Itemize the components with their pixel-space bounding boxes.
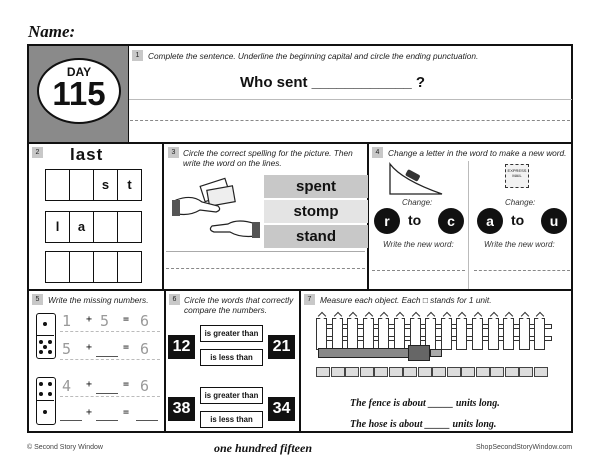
answer-blank[interactable] [96, 356, 118, 357]
letter-box[interactable] [117, 251, 142, 283]
word-last: last [70, 145, 104, 164]
writing-line[interactable] [166, 268, 365, 269]
unit-square [389, 367, 403, 377]
fence-picket [347, 318, 358, 350]
unit-square [374, 367, 388, 377]
unit-square [345, 367, 359, 377]
page-number-text: one hundred fifteen [214, 441, 313, 455]
letter-from: a [477, 208, 503, 234]
day-label: DAY [66, 65, 92, 79]
fence-picket [441, 318, 452, 350]
copyright-text: © Second Story Window [27, 444, 103, 451]
answer-blank[interactable] [96, 393, 118, 394]
fence-picket [519, 318, 530, 350]
letter-box[interactable] [69, 251, 94, 283]
writing-line[interactable] [474, 270, 570, 271]
section1-instruction: Complete the sentence. Underline the beginning capital and circle the ending punctuation. [148, 51, 479, 61]
equals-sign: = [123, 379, 130, 390]
unit-square [432, 367, 446, 377]
writing-line[interactable] [372, 270, 465, 271]
equals-sign: = [123, 314, 130, 325]
plus-sign: + [86, 407, 93, 418]
divider [164, 290, 166, 433]
unit-square [461, 367, 475, 377]
compare-option[interactable]: is greater than [200, 325, 263, 342]
website-link[interactable]: ShopSecondStoryWindow.com [476, 444, 573, 451]
writing-line[interactable] [130, 120, 570, 121]
spelling-option[interactable]: stomp [264, 200, 368, 223]
letter-box: a [69, 211, 94, 243]
day-number: 115 [52, 75, 106, 112]
number: 6 [140, 312, 150, 330]
section7-instruction: Measure each object. Each □ stands for 1 unit. [320, 295, 492, 305]
to-word: to [511, 212, 525, 228]
letter-box[interactable] [69, 169, 94, 201]
write-label: Write the new word: [484, 240, 555, 249]
equation-row: 1 [62, 312, 72, 330]
plus-sign: + [86, 379, 93, 390]
money-exchange-icon [172, 176, 260, 244]
divider [28, 142, 572, 144]
fence-picket [456, 318, 467, 350]
unit-square [476, 367, 490, 377]
letter-box[interactable] [93, 211, 118, 243]
fence-picket [488, 318, 499, 350]
sentence-prompt: Who sent ____________ ? [240, 74, 426, 91]
name-label: Name: [28, 22, 76, 41]
section6-instruction: Circle the words that correctly compare the numbers. [184, 295, 294, 315]
number-left: 12 [168, 335, 195, 359]
unit-square [534, 367, 548, 377]
answer-blank[interactable] [96, 420, 118, 421]
section-number: 2 [32, 147, 43, 158]
fence-picture [316, 316, 552, 348]
divider [128, 99, 572, 100]
write-label: Write the new word: [383, 240, 454, 249]
section-number: 6 [169, 294, 180, 305]
plus-sign: + [86, 342, 93, 353]
fence-picket [378, 318, 389, 350]
number: 5 [62, 340, 72, 358]
compare-option[interactable]: is less than [200, 349, 263, 366]
answer-blank[interactable] [60, 420, 82, 421]
unit-square [403, 367, 417, 377]
section5-instruction: Write the missing numbers. [48, 295, 149, 305]
letter-box[interactable] [117, 211, 142, 243]
section3-instruction: Circle the correct spelling for the picture. Then write the word on the lines. [183, 148, 353, 168]
number: 4 [62, 377, 72, 395]
letter-box[interactable] [93, 251, 118, 283]
unit-square [331, 367, 345, 377]
letter-from: r [374, 208, 400, 234]
unit-square [490, 367, 504, 377]
plus-sign: + [86, 314, 93, 325]
writing-line[interactable] [166, 251, 365, 252]
unit-square [316, 367, 330, 377]
fence-answer[interactable]: The fence is about _____ units long. [350, 398, 500, 409]
spelling-option[interactable]: spent [264, 175, 368, 198]
domino-icon [36, 313, 56, 359]
compare-option[interactable]: is greater than [200, 387, 263, 404]
unit-square [505, 367, 519, 377]
hose-nozzle-icon [408, 345, 430, 361]
to-word: to [408, 212, 422, 228]
unit-square [418, 367, 432, 377]
letter-box: l [45, 211, 70, 243]
fence-picket [534, 318, 545, 350]
fence-picket [316, 318, 327, 350]
unit-square [447, 367, 461, 377]
car-on-hill-icon [388, 160, 444, 196]
hose-picture [318, 348, 418, 358]
section-number: 1 [132, 50, 143, 61]
number: 6 [140, 340, 150, 358]
guide-line [60, 396, 160, 397]
fence-picket [503, 318, 514, 350]
guide-line [60, 331, 160, 332]
unit-square [519, 367, 533, 377]
compare-option[interactable]: is less than [200, 411, 263, 428]
letter-to: c [438, 208, 464, 234]
number-right: 21 [268, 335, 295, 359]
fence-picket [363, 318, 374, 350]
day-badge [37, 58, 121, 124]
number-right: 34 [268, 397, 295, 421]
unit-square [360, 367, 374, 377]
section-number: 4 [372, 147, 383, 158]
divider [162, 143, 164, 289]
letter-box[interactable] [45, 169, 70, 201]
fence-picket [332, 318, 343, 350]
number: 6 [140, 377, 150, 395]
section-number: 5 [32, 294, 43, 305]
letter-box: t [117, 169, 142, 201]
equals-sign: = [123, 407, 130, 418]
divider [299, 290, 301, 433]
divider [468, 161, 469, 289]
domino-icon [36, 377, 56, 425]
fence-picket [472, 318, 483, 350]
letter-to: u [541, 208, 567, 234]
hose-tip [430, 349, 442, 357]
letter-box: s [93, 169, 118, 201]
spelling-option[interactable]: stand [264, 225, 368, 248]
change-label: Change: [402, 198, 433, 207]
guide-line [60, 359, 160, 360]
stamp-icon: EXPRESS MAIL [505, 164, 529, 188]
unit-ruler [316, 367, 556, 379]
fence-picket [394, 318, 405, 350]
section4-instruction: Change a letter in the word to make a new word. [388, 148, 567, 158]
section-number: 7 [304, 294, 315, 305]
letter-box[interactable] [45, 251, 70, 283]
number: 5 [100, 312, 110, 330]
number-left: 38 [168, 397, 195, 421]
equals-sign: = [123, 342, 130, 353]
section-number: 3 [168, 147, 179, 158]
answer-blank[interactable] [136, 420, 158, 421]
hose-answer[interactable]: The hose is about _____ units long. [350, 419, 497, 430]
change-label: Change: [505, 198, 536, 207]
